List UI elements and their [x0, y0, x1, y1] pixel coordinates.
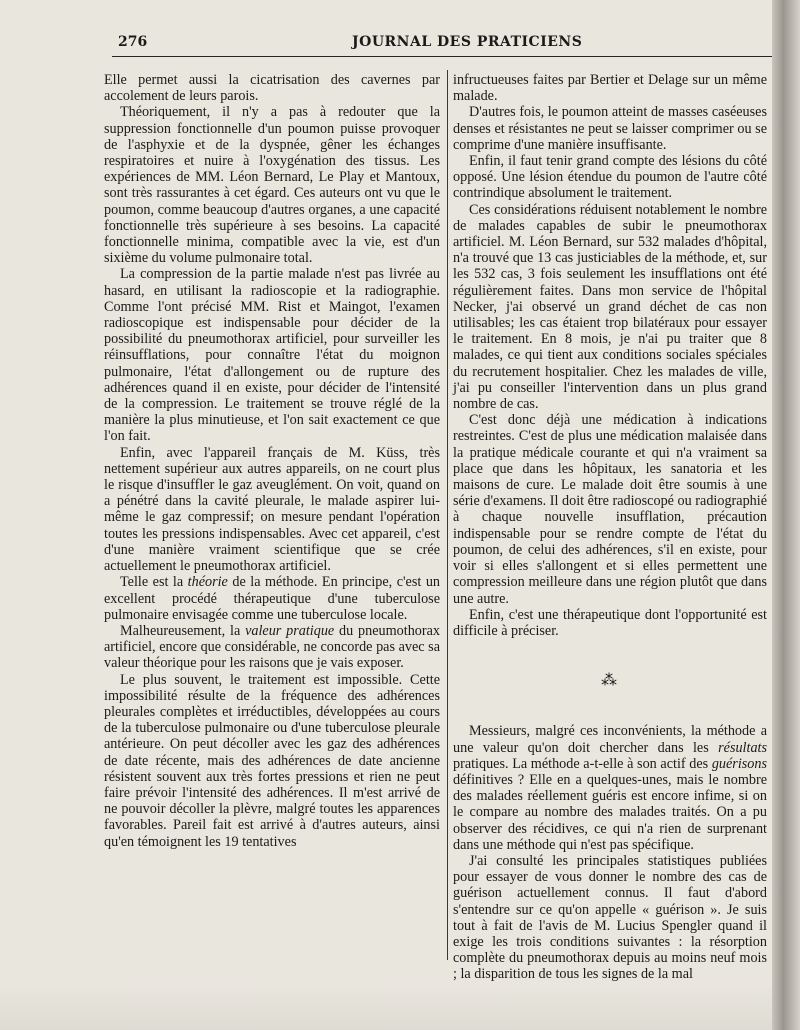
paragraph: Enfin, avec l'appareil français de M. Küss, très nettement supérieur aux autres appareils, on ne court plus le risque d'insuffler le gaz aveuglément. On voit, quand on a pénétré dans la cavité pleurale, le malade aspirer lui-même le gaz compressif; on mesure pendant l'opération toutes les pressions indispensables. Avec cet appareil, c'est d'une manière vraiment scientifique que se crée actuellement le pneumothorax artificiel.: [104, 444, 440, 575]
page-bottom-shade: [0, 985, 772, 1030]
paragraph: [453, 723, 767, 853]
text-run: pratiques. La méthode a-t-elle à son actif des: [453, 755, 712, 772]
left-column: [104, 72, 440, 850]
emphasis: valeur pratique: [245, 622, 335, 639]
emphasis: théorie: [187, 574, 228, 591]
text-run: du pneumothorax artificiel, encore que considérable, ne concorde pas avec sa valeur théorique pour les raisons que je vais exposer.: [104, 622, 440, 672]
paragraph: D'autres fois, le poumon atteint de masses caséeuses denses et résistantes ne peut se laisser comprimer ou se comprime d'une manière insuffisante.: [453, 104, 767, 153]
page-header: [0, 34, 772, 54]
text-run: Malheureusement, la: [120, 622, 246, 639]
running-title: JOURNAL DES PRATICIENS: [352, 34, 583, 50]
paragraph: La compression de la partie malade n'est pas livrée au hasard, en utilisant la radioscopie et la radiographie. Comme l'ont précisé MM. Rist et Maingot, l'examen radioscopique est indispensable pour décider de la possibilité du pneumothorax artificiel, pour surveiller les réinsufflations, pour connaître l'état du moignon pulmonaire, l'état d'allongement ou de rupture des adhérences quand il en existe, pour décider de l'intensité de la compression. Le traitement se trouve réglé de la manière la plus minutieuse, et l'on sait exactement ce que l'on fait.: [104, 266, 440, 445]
page-binding-edge: [772, 0, 800, 1030]
text-run: de la méthode. En principe, c'est un excellent procédé thérapeutique d'une tuberculose pulmonaire envisagée comme une tuberculose locale.: [104, 574, 441, 623]
paragraph: Enfin, c'est une thérapeutique dont l'opportunité est difficile à préciser.: [453, 606, 767, 639]
header-rule: [112, 56, 772, 57]
column-divider: [447, 70, 448, 960]
text-run: définitives ? Elle en a quelques-unes, mais le nombre des malades réellement guéris est encore infime, si on le compare au nombre des malades traités. On a pu observer des récidives, ce qui n'a rien de surprenant dans une méthode qui n'est pas spécifique.: [453, 771, 767, 853]
page-number: 276: [118, 34, 148, 50]
paragraph: infructueuses faites par Bertier et Delage sur un même malade.: [453, 72, 767, 105]
paragraph: Elle permet aussi la cicatrisation des cavernes par accolement de leurs parois.: [104, 72, 440, 105]
section-ornament: ⁂: [601, 672, 619, 690]
paragraph: [104, 623, 440, 672]
text-run: Messieurs, malgré ces inconvénients, la méthode a une valeur qu'on doit chercher dans les: [453, 723, 767, 756]
right-column: [453, 72, 767, 983]
paragraph: C'est donc déjà une médication à indications restreintes. C'est de plus une médication malaisée dans la pratique médicale courante et qui n'a vraiment sa place que dans les hôpitaux, les sanatoria et les maisons de cure. Le malade doit être soumis à une série d'examens. Il doit être radioscopé ou radiographié à chaque nouvelle insufflation, précaution indispensable pour se rendre compte de l'état du poumon, de celui des adhérences, s'il en existe, pour voir si elles s'allongent et si elles permettent une compression meilleure dans une région plutôt que dans une autre.: [453, 412, 767, 607]
emphasis: résultats: [718, 739, 767, 756]
paragraph: Le plus souvent, le traitement est impossible. Cette impossibilité résulte de la fréquence des adhérences pleurales complètes et irréductibles, développées au cours de la tuberculose pulmonaire ou d'une tuberculose pleurale antérieure. On peut décoller avec les gaz des adhérences de date récente, mais des adhérences de date ancienne résistent souvent aux très fortes pressions et rien ne peut faire prévoir l'intensité des adhérences. Il m'est arrivé de ne pouvoir décoller la plèvre, malgré toutes les apparences favorables. Pareil fait est arrivé à d'autres auteurs, ainsi qu'en témoignent les 19 tentatives: [104, 671, 440, 850]
emphasis: guérisons: [711, 755, 767, 772]
paragraph: Enfin, il faut tenir grand compte des lésions du côté opposé. Une lésion étendue du poumon de l'autre côté contrindique absolument le traitement.: [453, 153, 767, 202]
paragraph: Théoriquement, il n'y a pas à redouter que la suppression fonctionnelle d'un poumon puisse provoquer de l'asphyxie et de la dyspnée, gêner les échanges respiratoires et nuire à l'oxygénation des tissus. Les expériences de MM. Léon Bernard, Le Play et Mantoux, sont très rassurantes à cet égard. Ces auteurs ont vu que le poumon, comme beaucoup d'autres organes, a une capacité fonctionnelle très supérieure à ses besoins. La capacité fonctionnelle minima, compatible avec la vie, est d'un sixième du volume pulmonaire total.: [104, 104, 440, 267]
paragraph: Ces considérations réduisent notablement le nombre de malades capables de subir le pneumothorax artificiel. M. Léon Bernard, sur 532 malades d'hôpital, n'a trouvé que 13 cas justiciables de la méthode, et, sur les 532 cas, 3 fois seulement les insufflations ont été régulièrement faites. Dans mon service de l'hôpital Necker, j'ai observé un grand déchet de cas non utilisables; les cas étaient trop bilatéraux pour essayer le traitement. En 8 mois, je n'ai pu traiter que 8 malades, ce qui tient aux conditions sociales spéciales du recrutement hospitalier. Chez les malades de ville, j'ai pu conseiller l'intervention dans un plus grand nombre de cas.: [453, 201, 767, 413]
paragraph: J'ai consulté les principales statistiques publiées pour essayer de vous donner le nombre des cas de guérison actuellement connus. Il faut d'abord s'entendre sur ce qu'on appelle « guérison ». Je suis tout à fait de l'avis de M. Lucius Spengler quand il exige les trois conditions suivantes : la résorption complète du pneumothorax depuis au moins neuf mois ; la disparition de tous les signes de la mal: [453, 852, 767, 983]
paragraph: [104, 574, 440, 623]
text-run: Telle est la: [120, 574, 188, 591]
